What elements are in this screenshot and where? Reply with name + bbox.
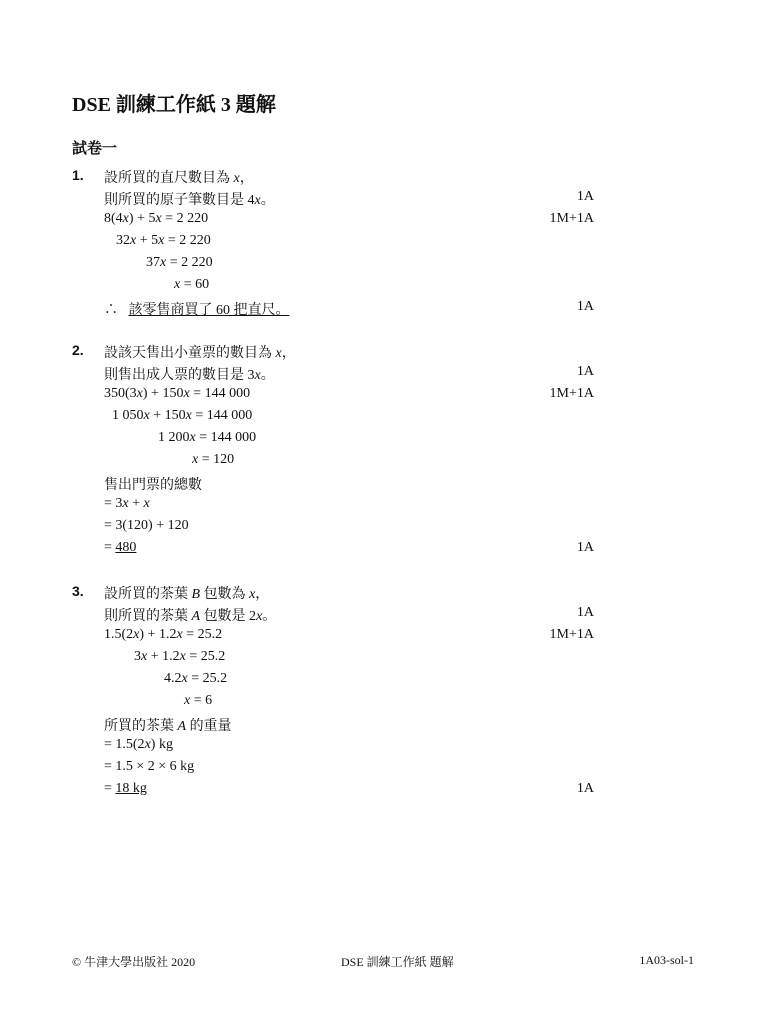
solution-line: = 3(120) + 120 bbox=[104, 518, 189, 533]
solution-line: ∴ 該零售商買了 60 把直尺。 bbox=[104, 303, 290, 318]
solution-line: 32x + 5x = 2 220 bbox=[116, 233, 211, 248]
solution-line: 所買的茶葉 A 的重量 bbox=[104, 719, 232, 734]
solution-line: 8(4x) + 5x = 2 220 bbox=[104, 211, 209, 226]
solution-line: 設所買的直尺數目為 x， bbox=[104, 171, 254, 186]
footer-copyright: © 牛津大學出版社 2020 bbox=[72, 955, 196, 969]
solution-line: 3x + 1.2x = 25.2 bbox=[134, 649, 226, 664]
mark-allocation: 1A bbox=[576, 605, 594, 620]
mark-allocation: 1A bbox=[576, 540, 594, 555]
footer-page-code: 1A03-sol-1 bbox=[639, 953, 694, 967]
mark-allocation: 1A bbox=[576, 781, 594, 796]
solution-line: 1 200x = 144 000 bbox=[158, 430, 257, 445]
mark-allocation: 1A bbox=[576, 299, 594, 314]
mark-allocation: 1M+1A bbox=[549, 211, 594, 226]
page-title: DSE 訓練工作紙 3 題解 bbox=[72, 94, 276, 116]
question-number: 3. bbox=[72, 583, 84, 599]
solution-line: = 480 bbox=[104, 540, 137, 555]
solution-line: 37x = 2 220 bbox=[146, 255, 213, 270]
solution-line: 4.2x = 25.2 bbox=[164, 671, 228, 686]
mark-allocation: 1M+1A bbox=[549, 386, 594, 401]
solution-line: 350(3x) + 150x = 144 000 bbox=[104, 386, 251, 401]
footer-title: DSE 訓練工作紙 題解 bbox=[341, 955, 454, 969]
solution-line: = 18 kg bbox=[104, 781, 147, 796]
solution-line: = 3x + x bbox=[104, 496, 150, 511]
solution-line: x = 60 bbox=[174, 277, 210, 292]
solution-line: 則所買的茶葉 A 包數是 2x。 bbox=[104, 609, 277, 624]
solution-line: = 1.5 × 2 × 6 kg bbox=[104, 759, 195, 774]
mark-allocation: 1A bbox=[576, 189, 594, 204]
solution-line: 1 050x + 150x = 144 000 bbox=[112, 408, 253, 423]
solution-line: 則所買的原子筆數目是 4x。 bbox=[104, 193, 275, 208]
solution-line: x = 6 bbox=[184, 693, 213, 708]
solution-line: 則售出成人票的數目是 3x。 bbox=[104, 368, 275, 383]
mark-allocation: 1A bbox=[576, 364, 594, 379]
solution-line: x = 120 bbox=[192, 452, 235, 467]
solution-line: = 1.5(2x) kg bbox=[104, 737, 173, 752]
solution-line: 設該天售出小童票的數目為 x， bbox=[104, 346, 296, 361]
mark-allocation: 1M+1A bbox=[549, 627, 594, 642]
paper-heading: 試卷一 bbox=[72, 141, 118, 157]
solution-line: 售出門票的總數 bbox=[104, 478, 202, 493]
question-number: 1. bbox=[72, 167, 84, 183]
solution-line: 設所買的茶葉 B 包數為 x， bbox=[104, 587, 270, 602]
question-number: 2. bbox=[72, 342, 84, 358]
solution-line: 1.5(2x) + 1.2x = 25.2 bbox=[104, 627, 223, 642]
